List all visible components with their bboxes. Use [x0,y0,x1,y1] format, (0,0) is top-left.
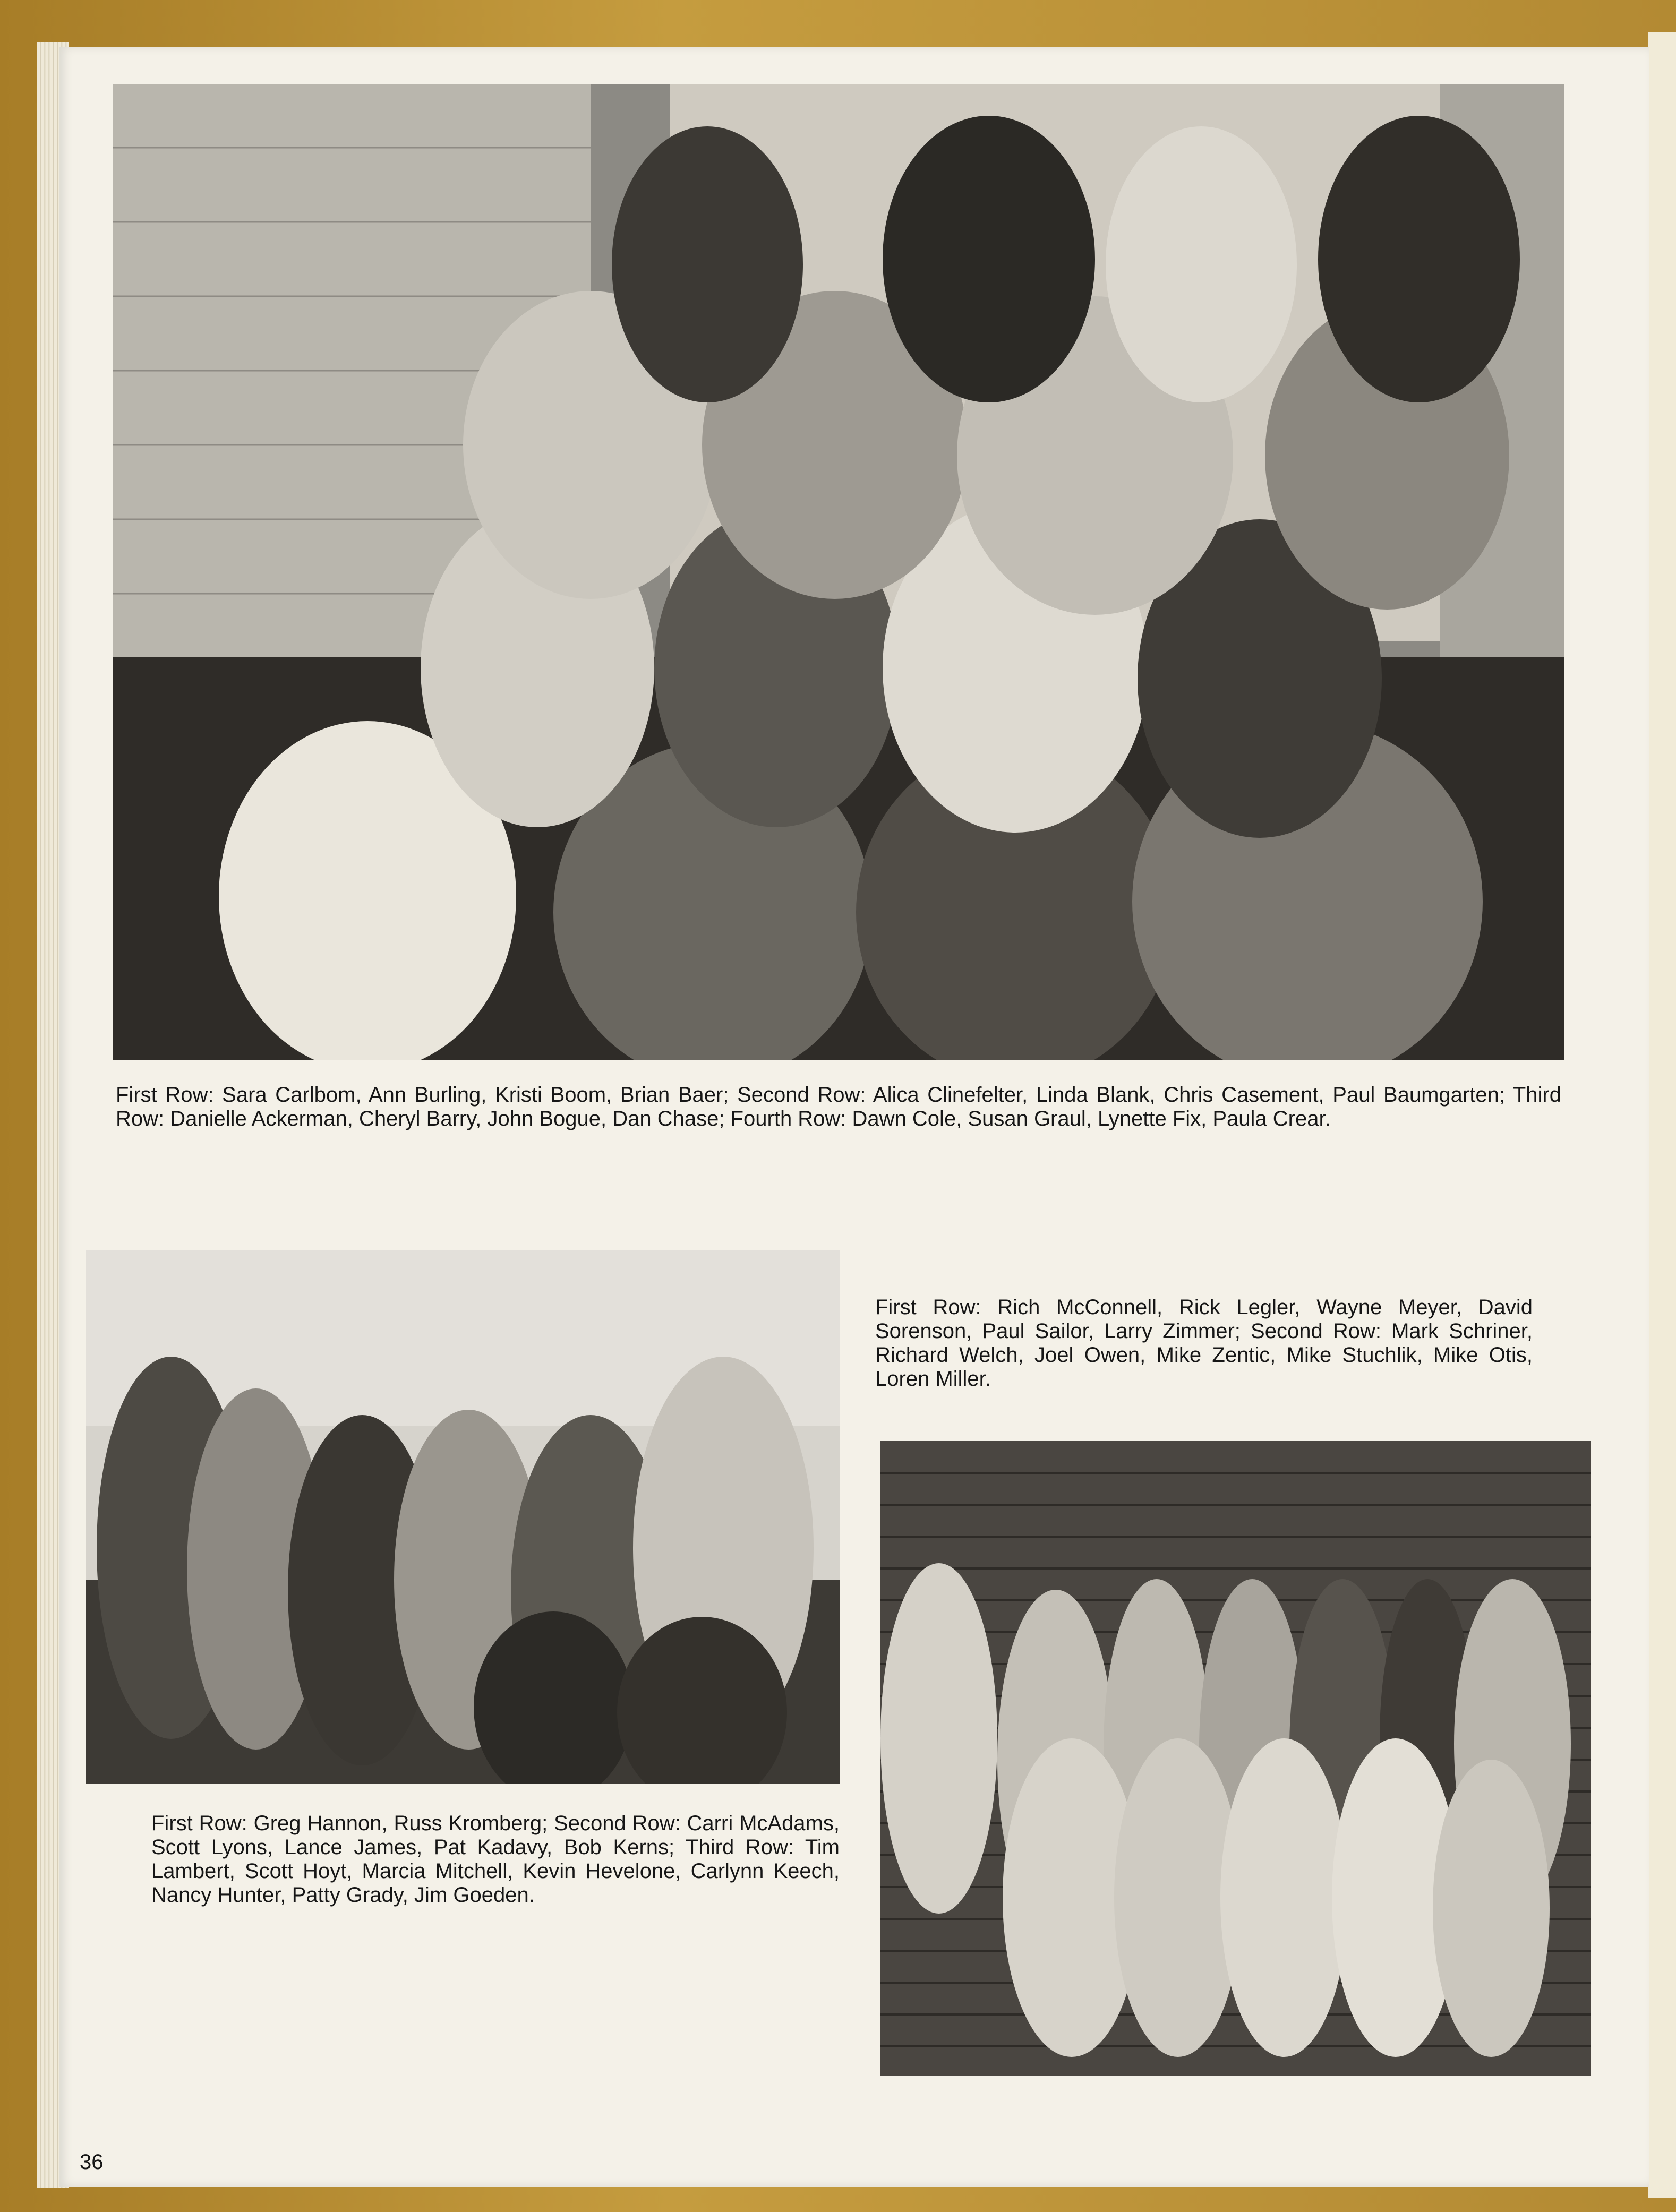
bottom-right-group-photo [880,1441,1591,2076]
bottom-right-photo-caption: First Row: Rich McConnell, Rick Legler, Wayne Meyer, David Sorenson, Paul Sailor, Larry Zimmer; Second Row: Mark Schriner, Richard Welch, Joel Owen, Mike Zentic, Mike Stuchlik, Mike Otis, Loren Miller. [875,1296,1533,1391]
top-photo-caption: First Row: Sara Carlbom, Ann Burling, Kristi Boom, Brian Baer; Second Row: Alica Clinefelter, Linda Blank, Chris Casement, Paul Baumgarten; Third Row: Danielle Ackerman, Cheryl Barry, John Bogue, Dan Chase; Fourth Row: Dawn Cole, Susan Graul, Lynette Fix, Paula Crear. [116,1083,1561,1130]
page-right-edge [1648,32,1676,2198]
top-group-photo [113,84,1564,1060]
bottom-left-photo-caption: First Row: Greg Hannon, Russ Kromberg; Second Row: Carri McAdams, Scott Lyons, Lance James, Pat Kadavy, Bob Kerns; Third Row: Tim Lambert, Scott Hoyt, Marcia Mitchell, Kevin Hevelone, Carlynn Keech, Nancy Hunter, Patty Grady, Jim Goeden. [151,1812,840,1907]
page-number: 36 [80,2150,104,2174]
bottom-left-group-photo [86,1250,840,1784]
